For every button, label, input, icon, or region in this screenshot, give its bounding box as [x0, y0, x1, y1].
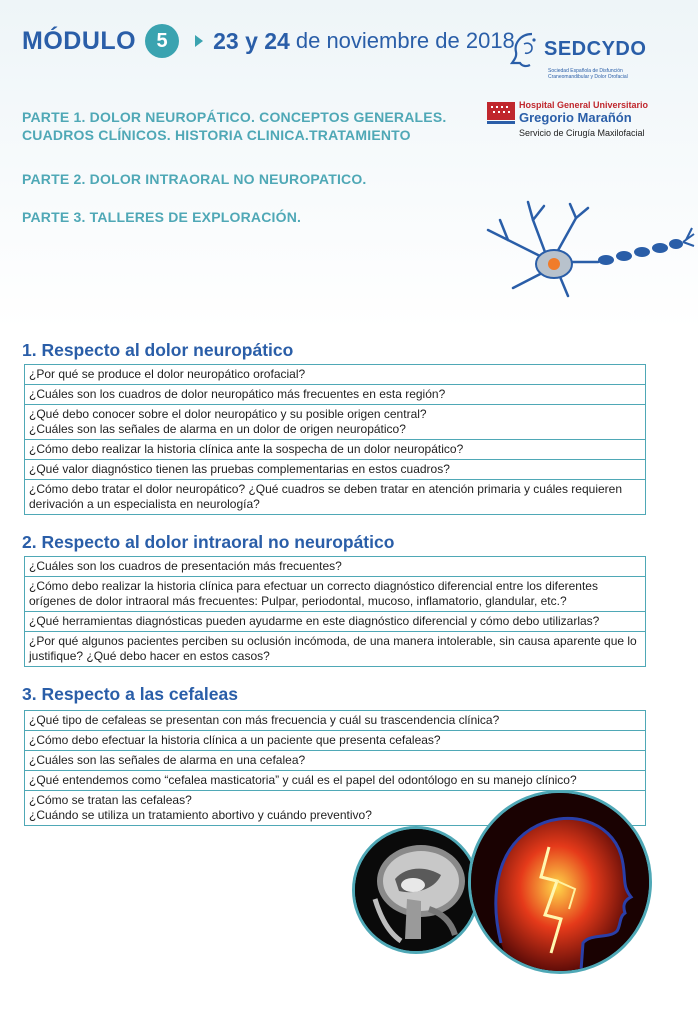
- section-1-title: 1. Respecto al dolor neuropático: [22, 340, 294, 360]
- hospital-department: Servicio de Cirugía Maxilofacial: [519, 128, 645, 138]
- question-row: ¿Cómo debo efectuar la historia clínica a un paciente que presenta cefaleas?: [25, 730, 645, 750]
- head-pain-image: [468, 790, 652, 974]
- question-row: ¿Qué entendemos como “cefalea masticatoria” y cuál es el papel del odontólogo en su manejo clínico?: [25, 770, 645, 790]
- question-row: ¿Cómo debo realizar la historia clínica ante la sospecha de un dolor neuropático?: [25, 439, 645, 459]
- brain-mri-image: [352, 826, 480, 954]
- question-row: ¿Cómo debo realizar la historia clínica para efectuar un correcto diagnóstico diferencial entre los diferentes orígenes de dolor intraoral más frecuentes: Pulpar, periodontal, mucoso, inflamatorio, glandular, etc.?: [25, 576, 645, 611]
- question-row: ¿Cuáles son los cuadros de presentación más frecuentes?: [29, 559, 342, 573]
- question-row: ¿Cómo debo tratar el dolor neuropático? ¿Qué cuadros se deben tratar en atención primaria y cuáles requieren derivación a un especialista en neurología?: [25, 479, 645, 514]
- question-row: ¿Por qué se produce el dolor neuropático orofacial?: [29, 367, 306, 381]
- play-arrow-icon: [195, 35, 203, 47]
- question-row: ¿Qué valor diagnóstico tienen las pruebas complementarias en estos cuadros?: [25, 459, 645, 479]
- sedcydo-logo: [510, 26, 660, 96]
- module-label: MÓDULO: [22, 26, 137, 55]
- question-row: ¿Cuáles son los cuadros de dolor neuropático más frecuentes en esta región?: [25, 384, 645, 404]
- hospital-name-line1: Hospital General Universitario: [519, 100, 649, 110]
- question-row: ¿Cuáles son las señales de alarma en una cefalea?: [25, 750, 645, 770]
- date-month-year: de noviembre de 2018: [295, 28, 515, 53]
- question-row: ¿Qué debo conocer sobre el dolor neuropático y su posible origen central? ¿Cuáles son las señales de alarma en un dolor de origen neuropático?: [25, 404, 645, 439]
- section-2-title: 2. Respecto al dolor intraoral no neuropático: [22, 532, 395, 552]
- part-1-title: PARTE 1. DOLOR NEUROPÁTICO. CONCEPTOS GENERALES. CUADROS CLÍNICOS. HISTORIA CLINICA.TRATAMIENTO: [22, 109, 447, 143]
- sedcydo-subtitle: Sociedad Española de Disfunción Craneomandibular y Dolor Orofacial: [548, 68, 628, 80]
- section-2-questions: [24, 556, 646, 667]
- module-header: [22, 24, 515, 58]
- neuron-illustration: [478, 190, 698, 300]
- sedcydo-name: SEDCYDO: [544, 38, 647, 60]
- part-2-title: PARTE 2. DOLOR INTRAORAL NO NEUROPATICO.: [22, 171, 367, 187]
- question-row: ¿Qué tipo de cefaleas se presentan con más frecuencia y cuál su trascendencia clínica?: [29, 713, 500, 727]
- section-1-questions: [24, 364, 646, 515]
- question-row: ¿Cómo se tratan las cefaleas? ¿Cuándo se utiliza un tratamiento abortivo y cuándo preventivo?: [25, 790, 645, 825]
- hospital-logo: [487, 100, 667, 140]
- salud-madrid-icon: [487, 102, 515, 126]
- part-3-title: PARTE 3. TALLERES DE EXPLORACIÓN.: [22, 209, 302, 225]
- module-number-badge: 5: [145, 24, 179, 58]
- section-3-title: 3. Respecto a las cefaleas: [22, 684, 238, 704]
- question-row: ¿Por qué algunos pacientes perciben su oclusión incómoda, de una manera intolerable, sin causa aparente que lo justifique? ¿Qué debo hacer en estos casos?: [25, 631, 645, 666]
- sedcydo-face-icon: [510, 30, 542, 70]
- hospital-name-line2: Gregorio Marañón: [519, 110, 632, 125]
- question-row: ¿Qué herramientas diagnósticas pueden ayudarme en este diagnóstico diferencial y cómo debo utilizarlas?: [25, 611, 645, 631]
- date-days: 23 y 24: [213, 27, 290, 54]
